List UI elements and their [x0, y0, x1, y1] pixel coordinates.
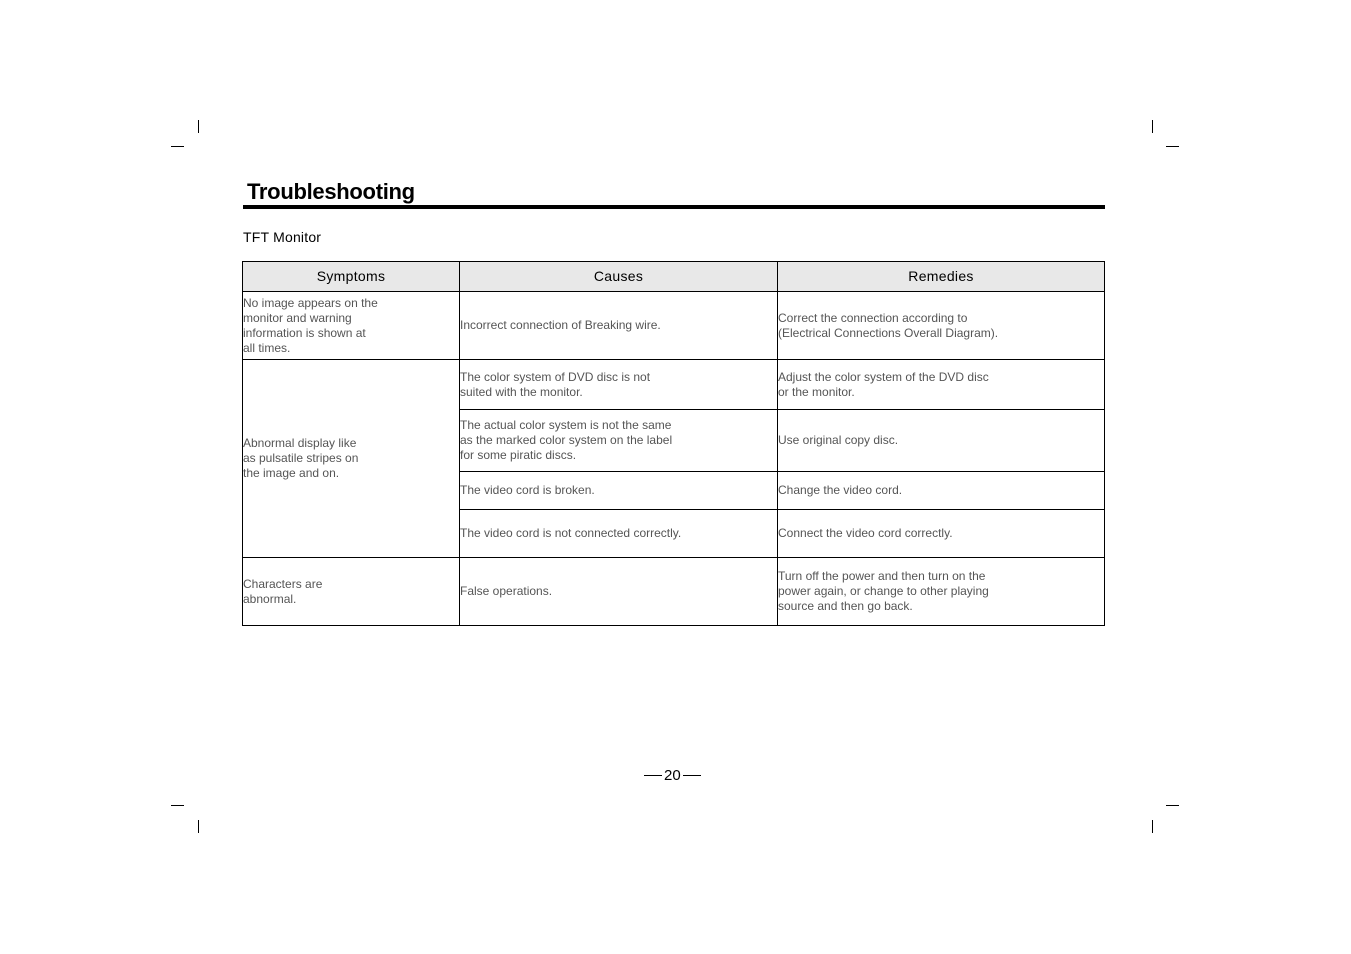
cause-cell: The color system of DVD disc is not suited with the monitor. — [460, 360, 778, 410]
table-row — [243, 292, 1105, 360]
crop-mark — [198, 120, 199, 133]
cause-cell: The video cord is not connected correctly. — [460, 510, 778, 558]
symptom-cell: No image appears on the monitor and warning information is shown at all times. — [243, 292, 460, 360]
header-causes: Causes — [460, 262, 778, 292]
crop-mark — [1152, 820, 1153, 833]
crop-mark — [1166, 805, 1179, 806]
cause-cell: False operations. — [460, 558, 778, 626]
symptom-cell: Characters are abnormal. — [243, 558, 460, 626]
page-number-dash — [683, 775, 701, 776]
symptom-cell: Abnormal display like as pulsatile stripes on the image and on. — [243, 360, 460, 558]
header-symptoms: Symptoms — [243, 262, 460, 292]
cause-cell: The actual color system is not the same as the marked color system on the label for some piratic discs. — [460, 410, 778, 472]
troubleshooting-table — [242, 261, 1105, 626]
remedy-cell: Turn off the power and then turn on the power again, or change to other playing source and then go back. — [778, 558, 1105, 626]
table-row — [243, 558, 1105, 626]
crop-mark — [171, 146, 184, 147]
page-title: Troubleshooting — [247, 179, 415, 204]
crop-mark — [1152, 120, 1153, 133]
cause-cell: Incorrect connection of Breaking wire. — [460, 292, 778, 360]
remedy-cell: Use original copy disc. — [778, 410, 1105, 472]
page-number — [644, 767, 701, 784]
table-header-row — [243, 262, 1105, 292]
crop-mark — [198, 820, 199, 833]
section-heading: TFT Monitor — [243, 229, 322, 245]
page-number-text: 20 — [664, 767, 681, 784]
header-remedies: Remedies — [778, 262, 1105, 292]
remedy-cell: Adjust the color system of the DVD disc or the monitor. — [778, 360, 1105, 410]
crop-mark — [171, 805, 184, 806]
crop-mark — [1166, 146, 1179, 147]
remedy-cell: Change the video cord. — [778, 472, 1105, 510]
remedy-cell: Correct the connection according to (Electrical Connections Overall Diagram). — [778, 292, 1105, 360]
cause-cell: The video cord is broken. — [460, 472, 778, 510]
remedy-cell: Connect the video cord correctly. — [778, 510, 1105, 558]
title-underline — [243, 205, 1105, 209]
table-row — [243, 360, 1105, 410]
page-number-dash — [644, 775, 662, 776]
